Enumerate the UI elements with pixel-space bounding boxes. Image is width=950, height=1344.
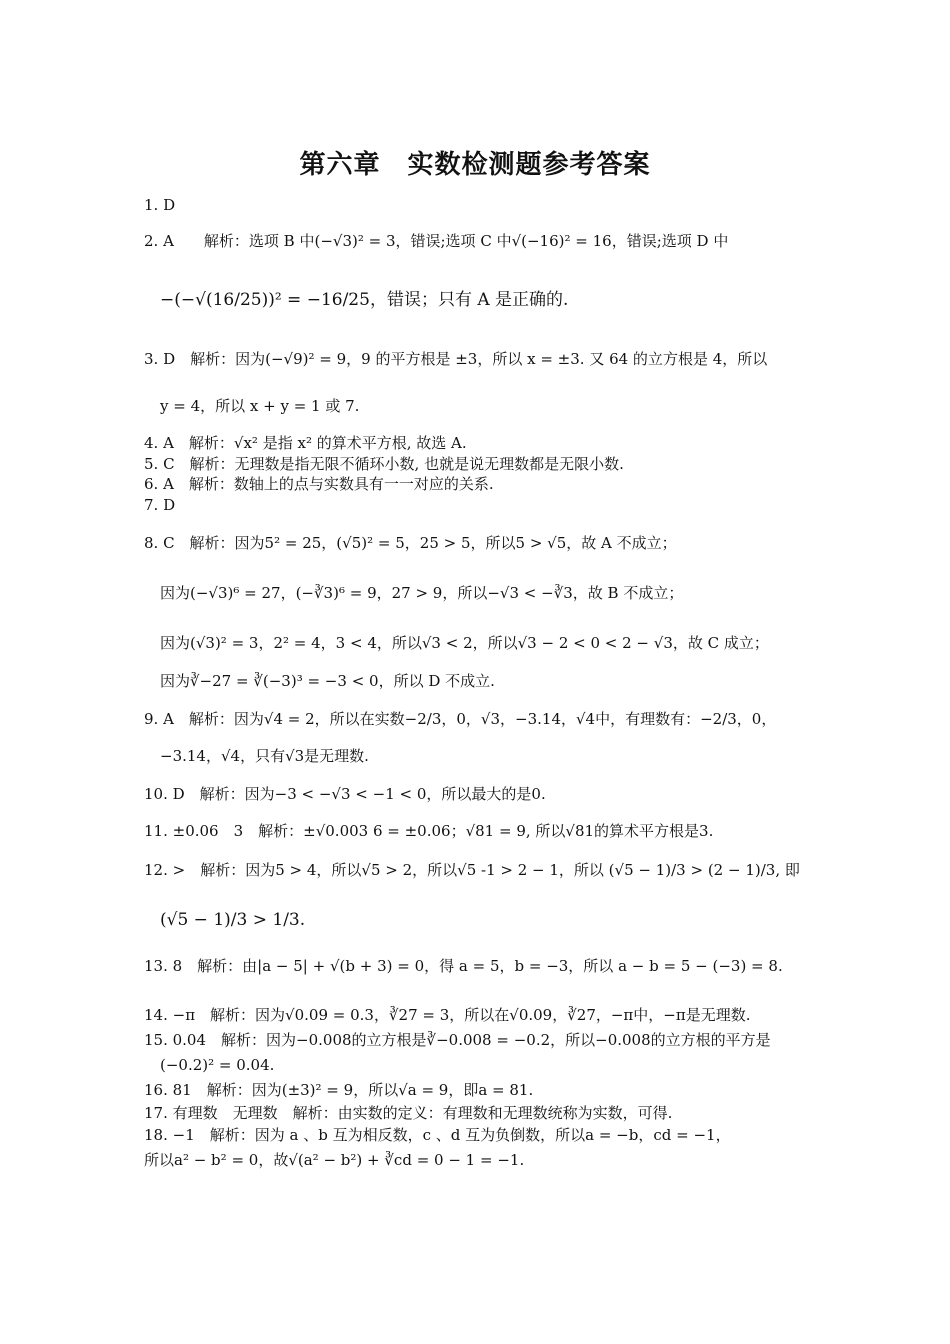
answer-8-line-3: 因为(√3)² = 3，2² = 4，3 < 4，所以√3 < 2，所以√3 − 2 < 0 < 2 − √3，故 C 成立；: [160, 634, 769, 652]
answer-15-line-2: (−0.2)² = 0.04.: [160, 1056, 275, 1074]
answer-11: 11. ±0.06 3 解析：±√0.003 6 = ±0.06；√81 = 9, 所以√81的算术平方根是3.: [144, 822, 714, 840]
answer-14: 14. −π 解析：因为√0.09 = 0.3，∛27 = 3，所以在√0.09，∛27，−π中，−π是无理数.: [144, 1006, 751, 1024]
answer-8-line-4: 因为∛−27 = ∛(−3)³ = −3 < 0，所以 D 不成立.: [160, 672, 495, 690]
answer-2-line-2: −(−√(16/25))² = −16/25，错误；只有 A 是正确的.: [160, 290, 569, 310]
answer-5: 5. C 解析：无理数是指无限不循环小数, 也就是说无理数都是无限小数.: [144, 455, 624, 473]
answer-13: 13. 8 解析：由|a − 5| + √(b + 3) = 0，得 a = 5，b = −3，所以 a − b = 5 − (−3) = 8.: [144, 957, 783, 975]
answer-18-line-1: 18. −1 解析：因为 a 、b 互为相反数，c 、d 互为负倒数，所以a = −b，cd = −1，: [144, 1126, 731, 1144]
answer-15-line-1: 15. 0.04 解析：因为−0.008的立方根是∛−0.008 = −0.2，所以−0.008的立方根的平方是: [144, 1031, 771, 1049]
page-title: 第六章 实数检测题参考答案: [299, 150, 651, 180]
answer-10: 10. D 解析：因为−3 < −√3 < −1 < 0，所以最大的是0.: [144, 785, 546, 803]
answer-3-line-1: 3. D 解析：因为(−√9)² = 9，9 的平方根是 ±3，所以 x = ±3. 又 64 的立方根是 4，所以: [144, 350, 768, 368]
answer-16: 16. 81 解析：因为(±3)² = 9，所以√a = 9，即a = 81.: [144, 1081, 534, 1099]
answer-17: 17. 有理数 无理数 解析：由实数的定义：有理数和无理数统称为实数，可得.: [144, 1104, 673, 1122]
answer-6: 6. A 解析：数轴上的点与实数具有一一对应的关系.: [144, 475, 494, 493]
answer-7: 7. D: [144, 496, 176, 514]
answer-1: 1. D: [144, 196, 176, 214]
answer-12-line-1: 12. > 解析：因为5 > 4，所以√5 > 2，所以√5 -1 > 2 − 1，所以 (√5 − 1)/3 > (2 − 1)/3, 即: [144, 861, 800, 879]
answer-4: 4. A 解析：√x² 是指 x² 的算术平方根, 故选 A.: [144, 434, 467, 452]
answer-8-line-1: 8. C 解析：因为5² = 25，(√5)² = 5，25 > 5，所以5 > √5，故 A 不成立；: [144, 534, 677, 552]
answer-9-line-2: −3.14，√4，只有√3是无理数.: [160, 747, 369, 765]
answer-2-line-1: 2. A 解析：选项 B 中(−√3)² = 3，错误;选项 C 中√(−16)² = 16，错误;选项 D 中: [144, 232, 729, 250]
answer-18-line-2: 所以a² − b² = 0，故√(a² − b²) + ∛cd = 0 − 1 = −1.: [144, 1151, 525, 1169]
answer-12-line-2: (√5 − 1)/3 > 1/3.: [160, 910, 306, 930]
answer-9-line-1: 9. A 解析：因为√4 = 2，所以在实数−2/3，0，√3，−3.14，√4中，有理数有：−2/3，0，: [144, 710, 777, 728]
answer-8-line-2: 因为(−√3)⁶ = 27，(−∛3)⁶ = 9，27 > 9，所以−√3 < −∛3，故 B 不成立；: [160, 584, 684, 602]
answer-3-line-2: y = 4，所以 x + y = 1 或 7.: [160, 397, 360, 415]
